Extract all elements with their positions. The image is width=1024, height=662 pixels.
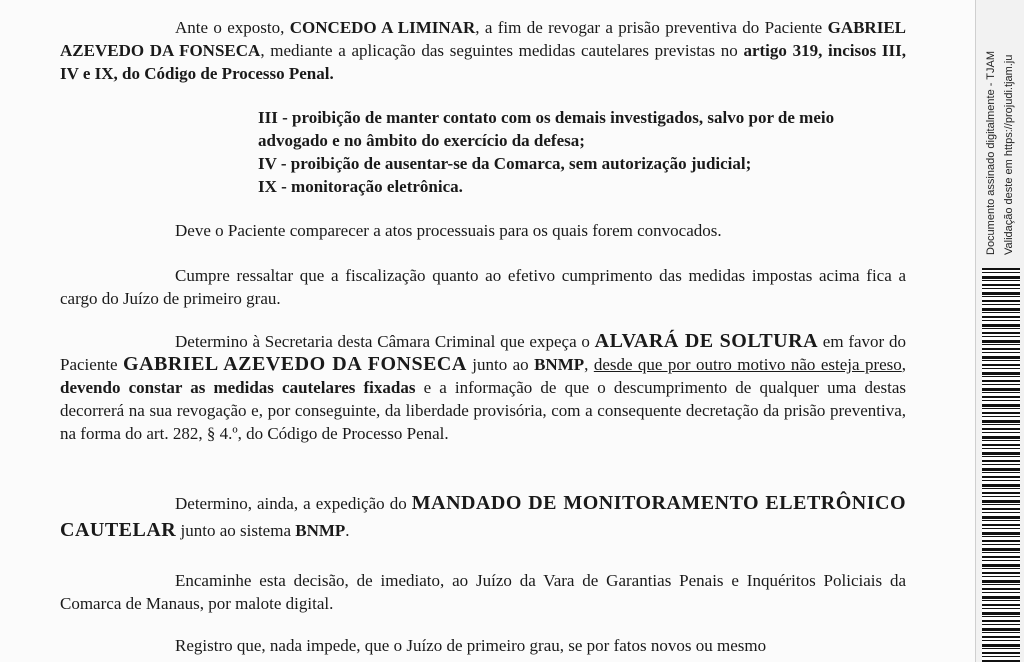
bnmp-text: BNMP	[295, 521, 346, 540]
text: ,	[584, 355, 589, 374]
patient-name: GABRIEL AZEVEDO DA FONSECA	[60, 18, 907, 60]
alvara-title: ALVARÁ DE SOLTURA	[594, 330, 819, 352]
paragraph-liminar	[60, 16, 906, 85]
text: Determino, ainda, a expedição do	[175, 494, 407, 513]
paragraph-fiscalizacao: Cumpre ressaltar que a fiscalização quanto ao efetivo cumprimento das medidas impostas acima fica a cargo do Juízo de primeiro grau.	[60, 266, 906, 308]
measures-list	[258, 106, 888, 198]
bold-text: CONCEDO A LIMINAR	[289, 18, 476, 37]
measure-item: IV - proibição de ausentar-se da Comarca, sem autorização judicial;	[258, 154, 752, 173]
text: ,	[901, 355, 907, 374]
measure-item: IX - monitoração eletrônica.	[258, 177, 463, 196]
signature-text: Documento assinado digitalmente - TJAM	[985, 50, 997, 255]
signature-sidebar	[975, 0, 1024, 662]
text: junto ao sistema	[180, 521, 291, 540]
underlined-text: desde que por outro motivo não esteja preso	[593, 355, 902, 374]
text: junto ao	[472, 355, 529, 374]
validation-text: Validação deste em https://projudi.tjam.ju	[1003, 54, 1015, 255]
paragraph-alvara	[60, 330, 906, 445]
bold-text: devendo constar as medidas cautelares fixadas	[60, 378, 416, 397]
bnmp-text: BNMP	[534, 355, 585, 374]
text: , a fim de revogar a prisão preventiva do Paciente	[475, 18, 823, 37]
text: , mediante a aplicação das seguintes medidas cautelares previstas no	[260, 41, 738, 60]
text: .	[345, 521, 350, 540]
bold-text: artigo 319, incisos III, IV e IX, do Código de Processo Penal.	[60, 41, 906, 83]
paragraph-registro: Registro que, nada impede, que o Juízo de primeiro grau, se por fatos novos ou mesmo	[175, 636, 767, 655]
text: Determino à Secretaria desta Câmara Criminal que expeça o	[175, 332, 590, 351]
patient-name: GABRIEL AZEVEDO DA FONSECA	[123, 353, 467, 375]
paragraph-monitoramento	[60, 490, 906, 544]
measure-item: III - proibição de manter contato com os demais investigados, salvo por de meio advogado e no âmbito do exercício da defesa;	[258, 108, 835, 150]
mandado-title: MANDADO DE MONITORAMENTO ELETRÔNICO CAUTELAR	[60, 492, 907, 541]
text: Ante o exposto,	[175, 18, 285, 37]
text: em favor do Paciente	[60, 332, 906, 374]
barcode-image	[982, 268, 1020, 662]
text: e a informação de que o descumprimento de qualquer uma destas decorrerá na sua revogação e, por conseguinte, da liberdade provisória, com a consequente decretação da prisão preventiva, na forma do art. 282, § 4.º, do Código de Processo Penal.	[60, 378, 906, 443]
paragraph-comparecer: Deve o Paciente comparecer a atos processuais para os quais forem convocados.	[175, 221, 722, 240]
signature-validation	[979, 0, 1021, 255]
paragraph-encaminhe: Encaminhe esta decisão, de imediato, ao Juízo da Vara de Garantias Penais e Inquéritos Policiais da Comarca de Manaus, por malote digital.	[60, 571, 906, 613]
